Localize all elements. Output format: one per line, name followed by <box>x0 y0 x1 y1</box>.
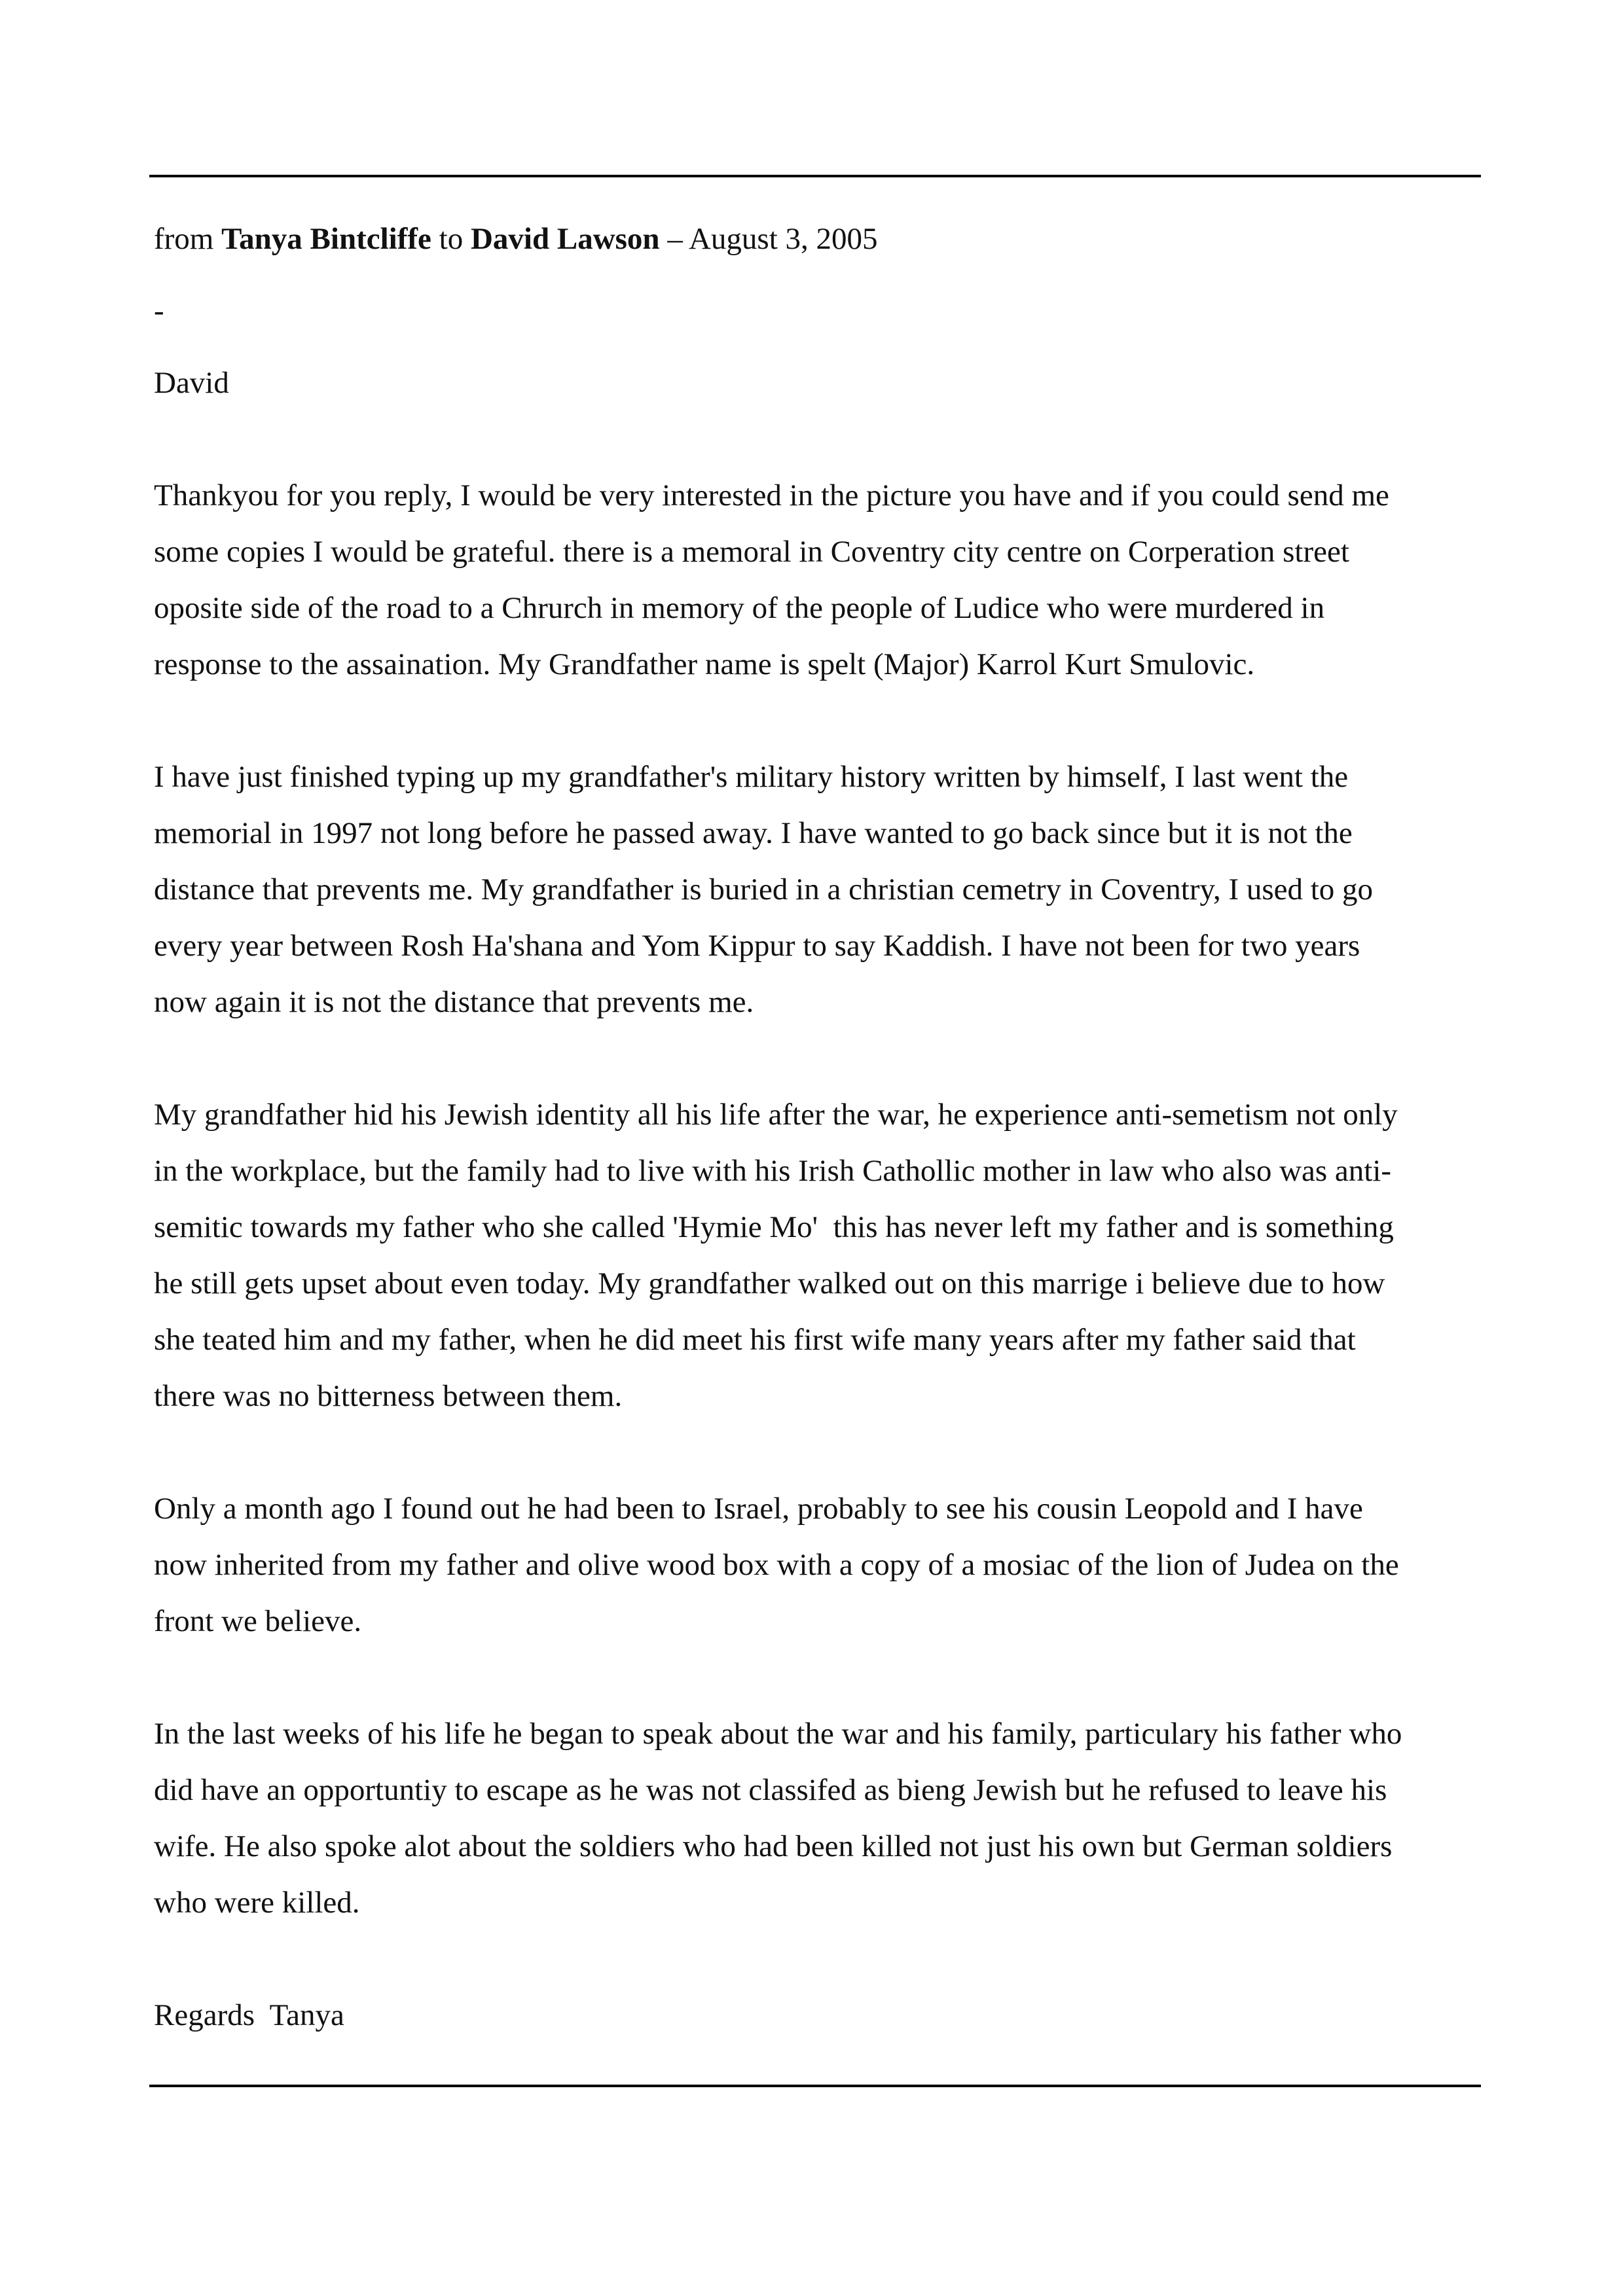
from-label: from <box>154 222 214 256</box>
paragraph-line: response to the assaination. My Grandfather name is spelt (Major) Karrol Kurt Smulovic. <box>154 647 1255 681</box>
paragraph-line: some copies I would be grateful. there is a memoral in Coventry city centre on Corperation street <box>154 535 1349 569</box>
blank-line <box>154 411 1489 467</box>
paragraph-line: Only a month ago I found out he had been to Israel, probably to see his cousin Leopold and I have <box>154 1492 1363 1526</box>
paragraph-line: every year between Rosh Ha'shana and Yom Kippur to say Kaddish. I have not been for two years <box>154 929 1360 963</box>
salutation: David <box>154 366 229 400</box>
blank-line <box>154 1424 1489 1480</box>
paragraph-line: Thankyou for you reply, I would be very interested in the picture you have and if you could send me <box>154 478 1389 512</box>
paragraph-line: in the workplace, but the family had to live with his Irish Cathollic mother in law who also was anti- <box>154 1154 1392 1188</box>
letter-date: – August 3, 2005 <box>667 222 878 256</box>
paragraph-line: now inherited from my father and olive wood box with a copy of a mosiac of the lion of Judea on the <box>154 1548 1399 1582</box>
paragraph-3 <box>154 1086 1489 1424</box>
paragraph-line: oposite side of the road to a Chrurch in memory of the people of Ludice who were murdered in <box>154 591 1325 625</box>
paragraph-line: now again it is not the distance that prevents me. <box>154 985 754 1019</box>
blank-line <box>154 323 1489 355</box>
paragraph-2 <box>154 749 1489 1030</box>
blank-line <box>154 692 1489 749</box>
paragraph-line: there was no bitterness between them. <box>154 1379 623 1413</box>
blank-line <box>154 1931 1489 1987</box>
paragraph-line: wife. He also spoke alot about the soldiers who had been killed not just his own but German soldiers <box>154 1829 1393 1863</box>
blank-line <box>154 1030 1489 1086</box>
letter-body <box>154 211 1489 2043</box>
letter-header <box>154 211 1489 267</box>
paragraph-4 <box>154 1480 1489 1649</box>
paragraph-1 <box>154 467 1489 692</box>
separator-dash: - <box>154 294 164 328</box>
signoff: Regards Tanya <box>154 1998 344 2032</box>
paragraph-line: My grandfather hid his Jewish identity all his life after the war, he experience anti-semetism not only <box>154 1098 1398 1132</box>
paragraph-line: did have an opportuntiy to escape as he was not classifed as bieng Jewish but he refused to leave his <box>154 1773 1387 1807</box>
paragraph-line: she teated him and my father, when he did meet his first wife many years after my father said that <box>154 1323 1356 1357</box>
sender-name: Tanya Bintcliffe <box>221 222 431 256</box>
paragraph-line: In the last weeks of his life he began to speak about the war and his family, particulary his father who <box>154 1717 1402 1751</box>
paragraph-line: he still gets upset about even today. My grandfather walked out on this marrige i believe due to how <box>154 1266 1385 1300</box>
paragraph-5 <box>154 1706 1489 1931</box>
recipient-name: David Lawson <box>470 222 660 256</box>
paragraph-line: memorial in 1997 not long before he passed away. I have wanted to go back since but it is not the <box>154 816 1353 850</box>
to-label: to <box>439 222 464 256</box>
bottom-horizontal-rule <box>149 2085 1481 2087</box>
paragraph-line: semitic towards my father who she called 'Hymie Mo' this has never left my father and is something <box>154 1210 1394 1244</box>
paragraph-line: who were killed. <box>154 1886 360 1920</box>
paragraph-line: distance that prevents me. My grandfather is buried in a christian cemetry in Coventry, I used to go <box>154 872 1374 906</box>
blank-line <box>154 1649 1489 1706</box>
paragraph-line: I have just finished typing up my grandfather's military history written by himself, I last went the <box>154 760 1349 794</box>
paragraph-line: front we believe. <box>154 1604 362 1638</box>
top-horizontal-rule <box>149 175 1481 177</box>
